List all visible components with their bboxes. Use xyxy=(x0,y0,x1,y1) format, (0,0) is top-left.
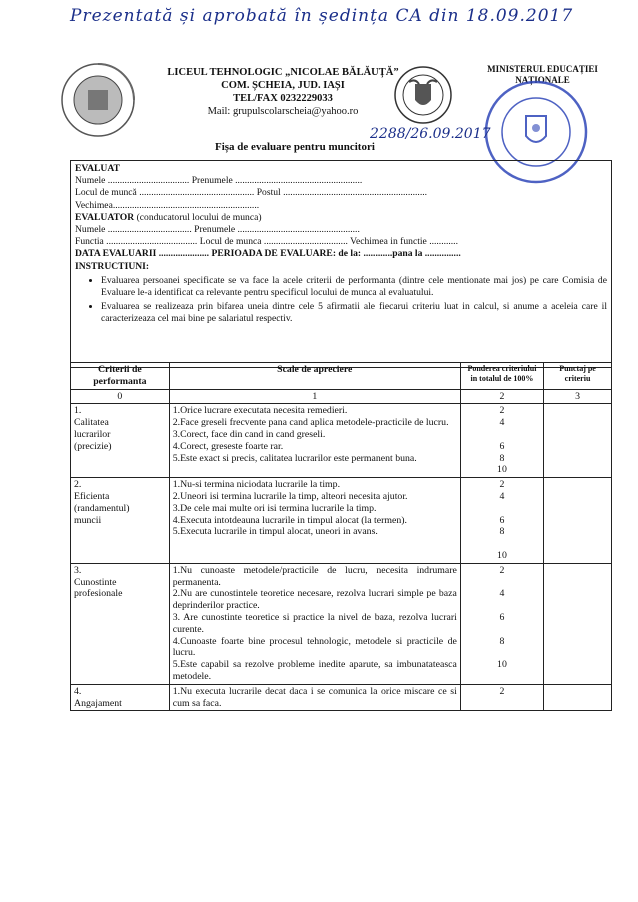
column-number: 3 xyxy=(544,389,612,404)
scale-item: 1.Nu cunoaste metodele/practicile de lucru, necesita indrumare permanenta. xyxy=(172,564,457,588)
evaluator-heading: EVALUATOR xyxy=(75,211,135,223)
column-number: 1 xyxy=(169,389,460,404)
evaluator-name-row: Numele ................................... Prenumele ................................................... xyxy=(75,224,360,236)
criterion-text: 3. xyxy=(74,564,82,576)
score-cell[interactable] xyxy=(544,684,612,711)
table-row xyxy=(71,684,612,711)
criterion-text: muncii xyxy=(74,514,102,526)
scale-item: 3.Corect, face din cand in cand greseli. xyxy=(172,428,326,440)
table-row xyxy=(71,478,612,564)
evaluator-heading-row xyxy=(75,212,607,224)
header-criteria: Criterii de performanta xyxy=(71,363,170,390)
scale-item: 1.Nu executa lucrarile decat daca i se comunica la orice miscare ce si cum sa faca. xyxy=(172,685,457,709)
evaluat-seniority-row: Vechimea............................................................. xyxy=(75,199,260,211)
weight-value: 2 xyxy=(499,405,505,417)
table-header-row xyxy=(71,363,612,390)
handwritten-approval-note: Prezentată și aprobată în ședința CA din 18.09.2017 xyxy=(70,6,574,26)
criterion-text: Eficienta xyxy=(74,490,110,502)
scale-cell xyxy=(169,563,460,684)
table-number-row xyxy=(71,389,612,404)
weight-value: 4 xyxy=(499,490,505,502)
weight-value: 4 xyxy=(499,417,505,429)
evaluator-function-row: Functia ...................................... Locul de munca ................................... Vechimea in functie ............ xyxy=(75,236,458,248)
evaluation-date-row: DATA EVALUARII ..................... PERIOADA DE EVALUARE: de la: ............pana la ............... xyxy=(75,248,461,260)
scale-item: 2.Face greseli frecvente pana cand aplica metodele-practicile de lucru. xyxy=(172,417,449,429)
scale-item: 2.Uneori isi termina lucrarile la timp, alteori necesita ajutor. xyxy=(172,490,408,502)
criterion-text: 2. xyxy=(74,479,82,491)
scale-item: 1.Nu-si termina niciodata lucrarile la timp. xyxy=(172,479,341,491)
school-mail: Mail: grupulscolarscheia@yahoo.ro xyxy=(207,106,359,117)
school-name: LICEUL TEHNOLOGIC „NICOLAE BĂLĂUȚĂ” xyxy=(167,67,399,78)
criterion-cell xyxy=(71,563,170,684)
weight-value xyxy=(464,429,540,441)
criterion-text: 1. xyxy=(74,405,82,417)
weight-value: 10 xyxy=(497,659,507,671)
weight-value xyxy=(464,624,540,636)
scale-cell xyxy=(169,478,460,564)
column-number: 2 xyxy=(460,389,543,404)
school-phone: TEL/FAX 0232229033 xyxy=(233,93,333,104)
weight-value: 2 xyxy=(499,685,505,697)
weight-value: 8 xyxy=(499,635,505,647)
header-weight: Ponderea criteriului in totalul de 100% xyxy=(460,363,543,390)
weight-cell xyxy=(460,404,543,478)
criterion-text: Calitatea xyxy=(74,417,109,429)
instruction-item: • Evaluarea persoanei specificate se va face la acele criterii de performanta (dintre cele mentionate mai jos) pe care Comisia de Evaluare le-a identificat ca relevante pentru specificul locului de munca al evaluatului. xyxy=(101,275,607,299)
criterion-cell xyxy=(71,478,170,564)
instructions-heading: INSTRUCTIUNI: xyxy=(75,260,150,272)
weight-value: 2 xyxy=(499,564,505,576)
scale-item: 1.Orice lucrare executata necesita remedieri. xyxy=(172,405,348,417)
weight-value: 2 xyxy=(499,479,505,491)
criterion-text: profesionale xyxy=(74,588,123,600)
school-header xyxy=(158,66,408,118)
evaluat-workplace-row: Locul de muncă ................................................ Postul ............................................................ xyxy=(75,187,428,199)
document-title: Fișa de evaluare pentru muncitori xyxy=(215,141,375,153)
weight-value: 10 xyxy=(497,464,507,476)
weight-value: 8 xyxy=(499,452,505,464)
government-crest xyxy=(393,64,453,126)
weight-value: 10 xyxy=(497,549,507,561)
scale-item: 2.Nu are cunostintele teoretice necesare, rezolva lucrari simple pe baza deprinderilor practice. xyxy=(172,588,457,612)
table-row xyxy=(71,563,612,684)
scale-item: 4.Executa intotdeauna lucrarile in timpul alocat (la termen). xyxy=(172,514,407,526)
criterion-text: lucrarilor xyxy=(74,428,111,440)
criterion-text: 4. xyxy=(74,685,82,697)
weight-value xyxy=(464,577,540,589)
criterion-text: (precizie) xyxy=(74,440,112,452)
weight-value xyxy=(464,600,540,612)
criterion-cell xyxy=(71,684,170,711)
scale-item: 5.Este exact si precis, calitatea lucrarilor este permanent buna. xyxy=(172,452,417,464)
score-cell[interactable] xyxy=(544,563,612,684)
weight-value: 8 xyxy=(499,526,505,538)
scale-cell xyxy=(169,404,460,478)
criterion-text: Cunostinte xyxy=(74,576,117,588)
criterion-cell xyxy=(71,404,170,478)
criterion-text: Angajament xyxy=(74,697,122,709)
school-address: COM. ȘCHEIA, JUD. IAȘI xyxy=(221,80,345,91)
weight-value: 6 xyxy=(499,440,505,452)
evaluation-header-box xyxy=(70,160,612,368)
score-cell[interactable] xyxy=(544,478,612,564)
table-row xyxy=(71,404,612,478)
evaluat-name-row: Numele .................................. Prenumele ..................................................... xyxy=(75,175,363,187)
weight-value xyxy=(464,503,540,515)
header-scales: Scale de apreciere xyxy=(169,363,460,390)
score-cell[interactable] xyxy=(544,404,612,478)
weight-value xyxy=(464,647,540,659)
weight-value xyxy=(464,538,540,550)
evaluat-heading: EVALUAT xyxy=(75,163,120,174)
criteria-table xyxy=(70,362,612,711)
scale-item: 4.Cunoaste foarte bine procesul tehnologic, metodele si practicile de lucru. xyxy=(172,635,457,659)
school-logo xyxy=(58,60,138,140)
scale-item: 5.Este capabil sa rezolve probleme inedite aparute, sa imbunatateasca metodele. xyxy=(172,659,457,682)
evaluator-note: (conducatorul locului de munca) xyxy=(134,211,262,223)
scale-item: 5.Executa lucrarile in timpul alocat, uneori in avans. xyxy=(172,526,378,538)
weight-value: 6 xyxy=(499,514,505,526)
registration-number: 2288/26.09.2017 xyxy=(370,126,491,142)
instructions-list xyxy=(75,275,607,326)
header-score: Punctaj pe criteriu xyxy=(544,363,612,390)
ministry-label: MINISTERUL EDUCAȚIEI NAȚIONALE xyxy=(487,64,598,85)
weight-cell xyxy=(460,684,543,711)
scale-item: 4.Corect, greseste foarte rar. xyxy=(172,440,284,452)
scale-item: 3. Are cunostinte teoretice si practice la nivel de baza, rezolva lucrari curente. xyxy=(172,611,457,635)
scale-item: 3.De cele mai multe ori isi termina lucrarile la timp. xyxy=(172,502,377,514)
weight-cell xyxy=(460,563,543,684)
column-number: 0 xyxy=(71,389,170,404)
scale-cell xyxy=(169,684,460,711)
weight-value: 4 xyxy=(499,588,505,600)
weight-cell xyxy=(460,478,543,564)
weight-value: 6 xyxy=(499,611,505,623)
criterion-text: (randamentul) xyxy=(74,502,130,514)
instruction-item: • Evaluarea se realizeaza prin bifarea uneia dintre cele 5 afirmatii ale fiecarui criteriu luat in calcul, si anume a aceleia care il caracterizeaza cel mai bine pe salariatul respectiv. xyxy=(101,301,607,325)
